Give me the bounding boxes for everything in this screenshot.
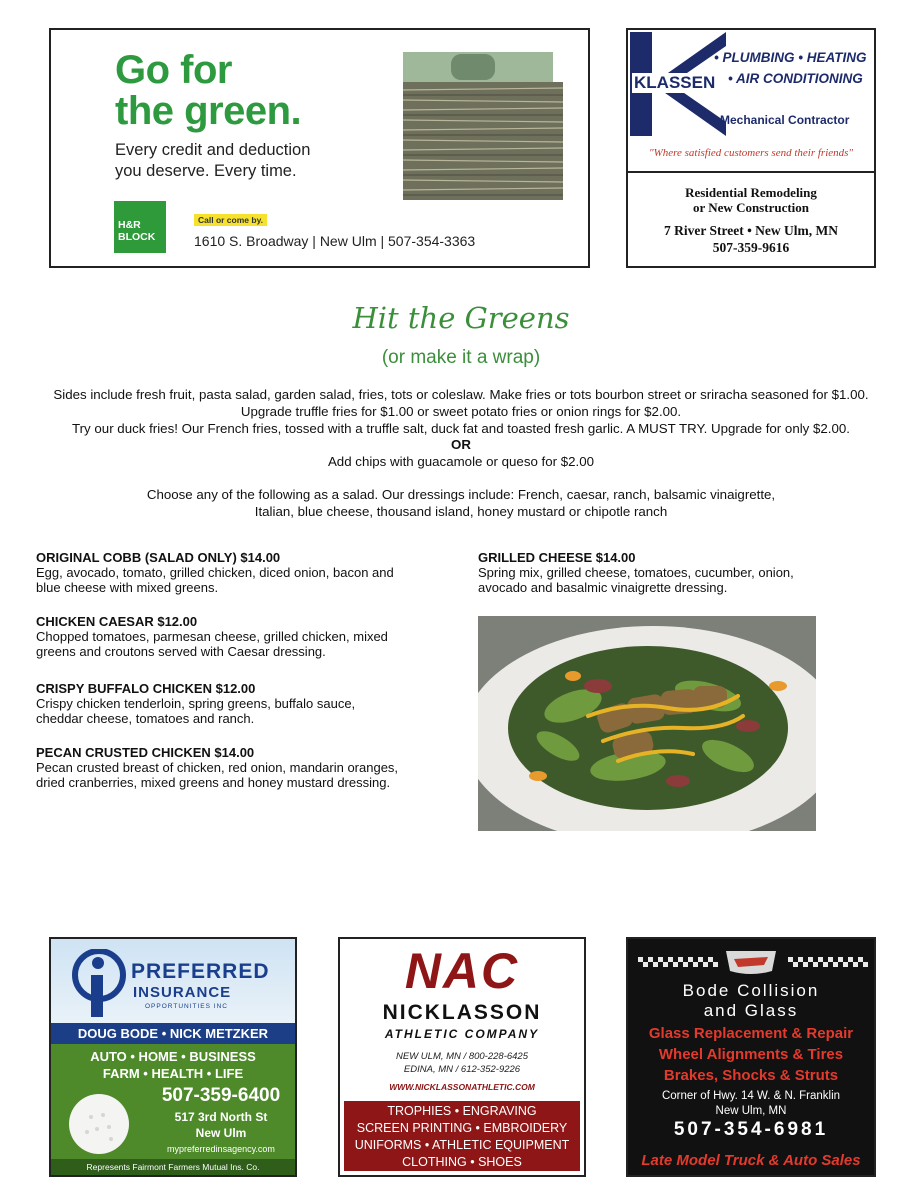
bode-phone: 507-354-6981	[673, 1119, 829, 1140]
hrblock-logo-line1: H&R	[118, 219, 141, 231]
klassen-name: KLASSEN	[634, 73, 716, 92]
preferred-footer: Represents Fairmont Farmers Mutual Ins. Co.	[86, 1162, 260, 1172]
bode-service-2: Wheel Alignments & Tires	[658, 1046, 844, 1063]
menu-item-description: Spring mix, grilled cheese, tomatoes, cucumber, onion,	[478, 565, 794, 580]
nicklasson-service: CLOTHING • SHOES	[402, 1155, 522, 1169]
checkered-flag-icon	[628, 949, 874, 977]
klassen-service-2: • AIR CONDITIONING	[728, 71, 863, 86]
hrblock-subtext-line2: you deserve. Every time.	[115, 162, 297, 180]
menu-item-name: CHICKEN CAESAR $12.00	[36, 614, 198, 629]
nicklasson-service: UNIFORMS • ATHLETIC EQUIPMENT	[354, 1138, 570, 1152]
menu-item-description: Egg, avocado, tomato, grilled chicken, diced onion, bacon and	[36, 565, 394, 580]
hrblock-headline-line1: Go for	[115, 48, 232, 92]
menu-item-name: PECAN CRUSTED CHICKEN $14.00	[36, 745, 255, 760]
preferred-logo-icon	[71, 949, 127, 1019]
preferred-city: New Ulm	[195, 1126, 247, 1140]
hrblock-headline-line2: the green.	[115, 89, 302, 133]
preferred-brand-line3: OPPORTUNITIES INC	[145, 1003, 228, 1010]
bode-location-1: Corner of Hwy. 14 W. & N. Franklin	[661, 1090, 841, 1102]
menu-item	[36, 745, 456, 790]
preferred-insurance-ad	[49, 937, 297, 1177]
hrblock-subtext	[115, 140, 310, 182]
dressing-line-2: Italian, blue cheese, thousand island, honey mustard or chipotle ranch	[254, 504, 668, 519]
menu-item-name: CRISPY BUFFALO CHICKEN $12.00	[36, 681, 256, 696]
nicklasson-service: SCREEN PRINTING • EMBROIDERY	[356, 1121, 568, 1135]
menu-item-description: Crispy chicken tenderloin, spring greens, buffalo sauce,	[36, 696, 356, 711]
menu-item-name: GRILLED CHEESE $14.00	[478, 550, 636, 565]
intro-or: OR	[451, 437, 471, 452]
money-stack-image	[363, 50, 573, 200]
klassen-remodel-line1: Residential Remodeling	[685, 185, 817, 200]
nicklasson-service: TROPHIES • ENGRAVING	[387, 1104, 537, 1118]
nicklasson-subname: ATHLETIC COMPANY	[384, 1027, 540, 1041]
menu-item	[36, 550, 456, 595]
preferred-agents: DOUG BODE • NICK METZKER	[77, 1026, 269, 1041]
nicklasson-website: WWW.NICKLASSONATHLETIC.COM	[389, 1082, 535, 1092]
preferred-brand-line2: INSURANCE	[133, 984, 232, 1001]
intro-upgrade: Upgrade truffle fries for $1.00 or sweet potato fries or onion rings for $2.00.	[240, 404, 682, 419]
menu-item-description: Chopped tomatoes, parmesan cheese, grilled chicken, mixed	[36, 629, 388, 644]
bode-service-1: Glass Replacement & Repair	[648, 1025, 854, 1042]
nicklasson-city-2: EDINA, MN / 612-352-9226	[403, 1064, 521, 1075]
section-subtitle: (or make it a wrap)	[381, 347, 541, 368]
klassen-quote: "Where satisfied customers send their friends"	[648, 147, 854, 159]
preferred-coverage-line1: AUTO • HOME • BUSINESS	[90, 1049, 256, 1064]
klassen-divider	[628, 171, 874, 173]
bode-location-2: New Ulm, MN	[715, 1105, 787, 1117]
hrblock-call-label: Call or come by.	[194, 214, 267, 226]
menu-item-description: greens and croutons served with Caesar dressing.	[36, 644, 326, 659]
menu-item	[36, 614, 456, 659]
preferred-phone: 507-359-6400	[161, 1085, 281, 1106]
hrblock-headline	[115, 50, 301, 132]
section-title: Hit the Greens	[352, 301, 570, 335]
menu-item-description: dried cranberries, mixed greens and honey mustard dressing.	[36, 775, 391, 790]
klassen-service-1: • PLUMBING • HEATING	[714, 50, 867, 65]
bode-footer: Late Model Truck & Auto Sales	[641, 1152, 861, 1169]
klassen-phone: 507-359-9616	[712, 240, 790, 255]
nicklasson-name: NICKLASSON	[382, 1001, 542, 1024]
hrblock-subtext-line1: Every credit and deduction	[115, 141, 311, 159]
klassen-remodel-line2: or New Construction	[692, 200, 810, 215]
klassen-contractor-label: Mechanical Contractor	[720, 113, 850, 127]
salad-photo	[478, 616, 816, 831]
preferred-brand: PREFERRED	[131, 960, 270, 983]
nicklasson-city-1: NEW ULM, MN / 800-228-6425	[396, 1051, 528, 1062]
preferred-coverage-line2: FARM • HEALTH • LIFE	[102, 1066, 244, 1081]
bode-title-line1: Bode Collision	[682, 981, 820, 1000]
intro-chips: Add chips with guacamole or queso for $2.00	[327, 454, 595, 469]
hrblock-logo	[114, 201, 166, 253]
intro-sides: Sides include fresh fruit, pasta salad, garden salad, fries, tots or coleslaw. Make fries or tots bourbon street or sriracha seasoned for $1.00.	[53, 387, 869, 402]
klassen-ad	[626, 28, 876, 268]
bode-service-3: Brakes, Shocks & Struts	[663, 1067, 839, 1084]
dressing-line-1: Choose any of the following as a salad. Our dressings include: French, caesar, ranch, balsamic vinaigrette,	[146, 487, 776, 502]
bode-collision-ad	[626, 937, 876, 1177]
menu-item-description: avocado and basalmic vinaigrette dressing.	[478, 580, 728, 595]
hrblock-ad	[49, 28, 590, 268]
nicklasson-ad	[338, 937, 586, 1177]
bode-title-line2: and Glass	[703, 1001, 799, 1020]
preferred-website: mypreferredinsagency.com	[167, 1144, 275, 1154]
menu-item-description: cheddar cheese, tomatoes and ranch.	[36, 711, 255, 726]
menu-item-description: Pecan crusted breast of chicken, red onion, mandarin oranges,	[36, 760, 399, 775]
menu-item	[36, 681, 456, 726]
intro-duck-fries: Try our duck fries! Our French fries, tossed with a truffle salt, duck fat and toasted fresh garlic. A MUST TRY. Upgrade for only $2.00.	[72, 421, 850, 436]
nicklasson-logo: NAC	[404, 943, 520, 999]
menu-item	[478, 550, 878, 595]
hrblock-address: 1610 S. Broadway | New Ulm | 507-354-3363	[194, 233, 476, 249]
menu-item-description: blue cheese with mixed greens.	[36, 580, 219, 595]
klassen-address: 7 River Street • New Ulm, MN	[663, 223, 839, 238]
preferred-street: 517 3rd North St	[174, 1110, 268, 1124]
hrblock-logo-line2: BLOCK	[118, 231, 156, 243]
menu-item-name: ORIGINAL COBB (SALAD ONLY) $14.00	[36, 550, 281, 565]
